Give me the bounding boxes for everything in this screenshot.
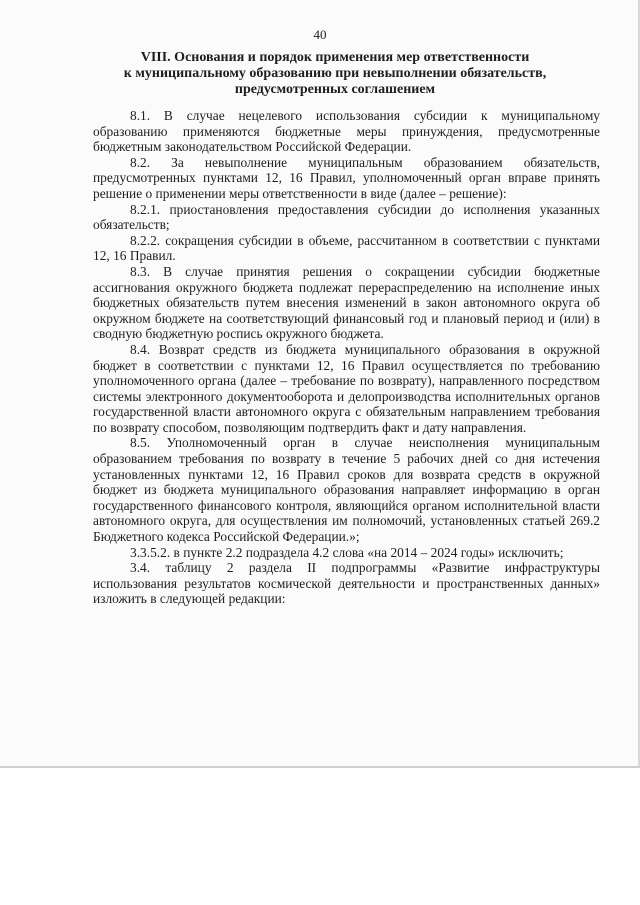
paragraph-3-3-5-2: 3.3.5.2. в пункте 2.2 подраздела 4.2 слова «на 2014 – 2024 годы» исключить;	[130, 544, 564, 560]
document-body	[93, 108, 600, 607]
paragraph-8-5: 8.5. Уполномоченный орган в случае неисполнения муниципальным образованием требования по возврату в течение 5 рабочих дней со дня истечения установленных пунктами 12, 16 Правил сроков для возврата средств в окружной бюджет из бюджета муниципального образования направляет информацию в орган государственного финансового контроля, являющийся органом исполнительной власти автономного округа, для осуществления им полномочий, установленных статьей 269.2 Бюджетного кодекса Российской Федерации.»;	[93, 435, 600, 545]
page-number: 40	[313, 27, 327, 42]
section-title-line: предусмотренных соглашением	[234, 82, 436, 97]
section-title-line: к муниципальному образованию при невыполнении обязательств,	[123, 66, 547, 81]
paragraph-8-3: 8.3. В случае принятия решения о сокращении субсидии бюджетные ассигнования окружного бюджета подлежат перераспределению на исполнение иных бюджетных обязательств путем внесения изменений в закон автономного округа об окружном бюджете на соответствующий финансовый год и плановый период и (или) в сводную бюджетную роспись окружного бюджета.	[93, 263, 600, 342]
paragraph-3-4: 3.4. таблицу 2 раздела II подпрограммы «Развитие инфраструктуры использования результатов космической деятельности и пространственных данных» изложить в следующей редакции:	[93, 560, 600, 607]
section-title	[90, 50, 580, 98]
paragraph-8-4: 8.4. Возврат средств из бюджета муниципального образования в окружной бюджет в соответствии с пунктами 12, 16 Правил осуществляется по требованию уполномоченного органа (далее – требование по возврату), направленного посредством системы электронного документооборота и делопроизводства исполнительных органов государственной власти автономного округа с обязательным направлением требования по возврату способом, позволяющим подтвердить факт и дату направления.	[93, 341, 600, 435]
paragraph-8-2-1: 8.2.1. приостановления предоставления субсидии до исполнения указанных обязательств;	[93, 201, 600, 233]
section-title-line: VIII. Основания и порядок применения мер ответственности	[140, 50, 530, 65]
paragraph-8-2: 8.2. За невыполнение муниципальным образованием обязательств, предусмотренных пунктами 12, 16 Правил, уполномоченный орган вправе принять решение о применении меры ответственности в виде (далее – решение):	[93, 154, 600, 201]
paragraph-8-1: 8.1. В случае нецелевого использования субсидии к муниципальному образованию применяются бюджетные меры принуждения, предусмотренные бюджетным законодательством Российской Федерации.	[93, 108, 600, 155]
paragraph-8-2-2: 8.2.2. сокращения субсидии в объеме, рассчитанном в соответствии с пунктами 12, 16 Правил.	[93, 232, 600, 264]
